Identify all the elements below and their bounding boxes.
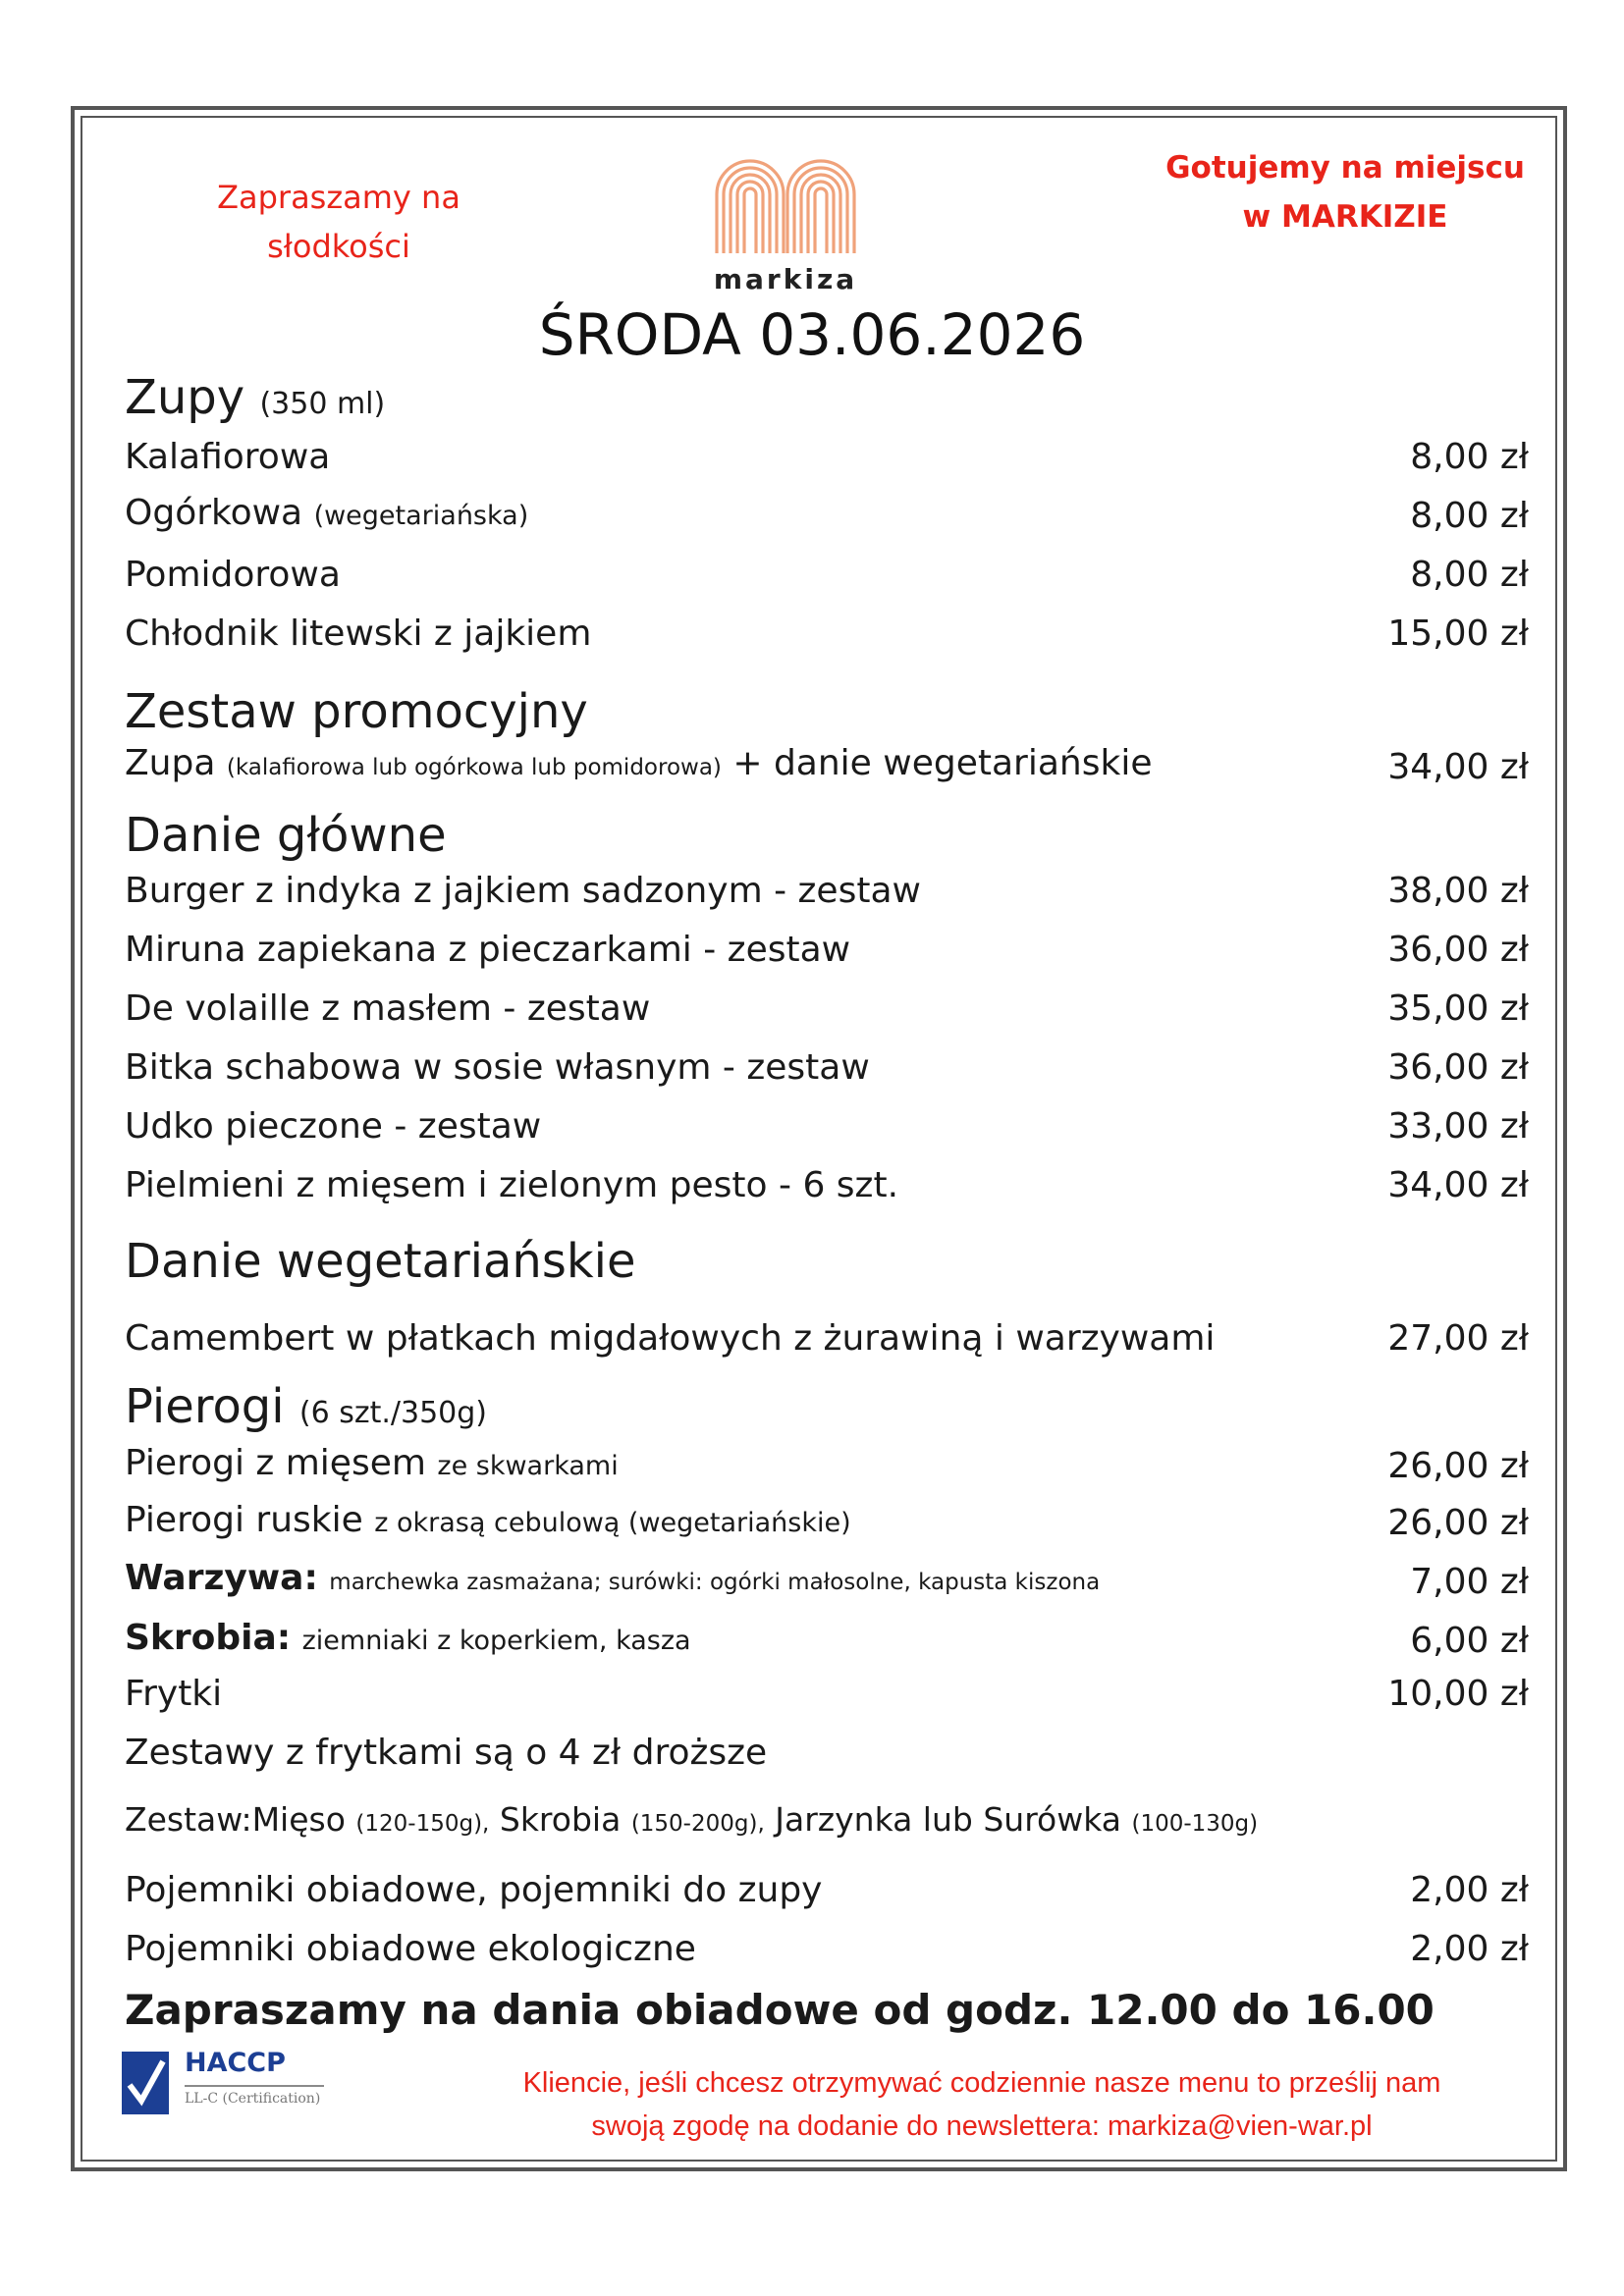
promo-heading: Zestaw promocyjny <box>125 684 588 739</box>
logo-text: markiza <box>713 263 858 295</box>
menu-item <box>125 1558 1529 1610</box>
menu-item <box>125 1317 1529 1366</box>
pierogi-heading <box>125 1378 487 1442</box>
sweets-invitation <box>196 173 481 271</box>
menu-item <box>125 929 1529 978</box>
item-price: 15,00 zł <box>1387 614 1529 654</box>
set-info-part3: Jarzynka lub Surówka <box>775 1800 1121 1839</box>
item-name: Camembert w płatkach migdałowych z żurawiną i warzywami <box>125 1318 1216 1359</box>
item-name-wrapper <box>125 1617 691 1663</box>
starch-label: Skrobia: <box>125 1618 292 1658</box>
item-name: Chłodnik litewski z jajkiem <box>125 614 592 654</box>
set-info-part1-note: (120-150g), <box>355 1811 490 1837</box>
item-price: 2,00 zł <box>1410 1870 1529 1910</box>
item-price: 2,00 zł <box>1410 1929 1529 1969</box>
pierogi-title: Pierogi <box>125 1379 285 1434</box>
item-name: Zupa <box>125 743 216 783</box>
menu-item <box>125 1620 1529 1669</box>
menu-item <box>125 1928 1529 1977</box>
item-price: 8,00 zł <box>1410 555 1529 595</box>
item-detail: marchewka zasmażana; surówki: ogórki małosolne, kapusta kiszona <box>329 1570 1101 1595</box>
item-price: 10,00 zł <box>1387 1674 1529 1714</box>
item-detail: (kalafiorowa lub ogórkowa lub pomidorowa) <box>226 755 722 780</box>
item-price: 36,00 zł <box>1387 1047 1529 1088</box>
soups-heading <box>125 369 385 433</box>
item-detail: z okrasą cebulową (wegetariańskie) <box>374 1508 851 1538</box>
item-price: 26,00 zł <box>1387 1446 1529 1486</box>
item-price: 34,00 zł <box>1387 747 1529 787</box>
item-price: 38,00 zł <box>1387 871 1529 911</box>
item-detail: (wegetariańska) <box>313 501 529 531</box>
menu-item <box>125 613 1529 662</box>
item-name: Udko pieczone - zestaw <box>125 1106 542 1147</box>
sweets-invitation-line2: słodkości <box>267 228 410 265</box>
menu-item <box>125 1164 1529 1213</box>
item-name: Ogórkowa <box>125 493 303 533</box>
set-info-part2: Skrobia <box>499 1800 622 1839</box>
newsletter-line1: Kliencie, jeśli chcesz otrzymywać codziennie nasze menu to prześlij nam <box>522 2067 1441 2099</box>
soups-title: Zupy <box>125 370 245 425</box>
menu-item <box>125 1046 1529 1095</box>
item-name: Pojemniki obiadowe ekologiczne <box>125 1929 696 1969</box>
mains-heading: Danie główne <box>125 808 447 863</box>
item-name: Bitka schabowa w sosie własnym - zestaw <box>125 1047 870 1088</box>
menu-item <box>125 436 1529 485</box>
item-price: 6,00 zł <box>1410 1621 1529 1661</box>
vegetables-label: Warzywa: <box>125 1558 318 1598</box>
item-name-wrapper <box>125 1499 851 1545</box>
item-price: 34,00 zł <box>1387 1165 1529 1205</box>
menu-item <box>125 495 1529 544</box>
item-name: Pierogi ruskie <box>125 1500 363 1540</box>
item-price: 7,00 zł <box>1410 1562 1529 1602</box>
menu-item <box>125 1869 1529 1918</box>
item-price: 36,00 zł <box>1387 930 1529 970</box>
fries-note-row <box>125 1732 1529 1781</box>
item-name: De volaille z masłem - zestaw <box>125 988 651 1029</box>
item-suffix: + danie wegetariańskie <box>732 743 1153 783</box>
cooking-note-line1: Gotujemy na miejscu <box>1165 150 1525 186</box>
soups-note: (350 ml) <box>259 387 386 421</box>
item-price: 26,00 zł <box>1387 1503 1529 1543</box>
markiza-logo-icon <box>713 155 858 257</box>
item-name: Miruna zapiekana z pieczarkami - zestaw <box>125 930 851 970</box>
item-detail: ze skwarkami <box>437 1451 619 1481</box>
item-price: 33,00 zł <box>1387 1106 1529 1147</box>
menu-item <box>125 1105 1529 1154</box>
haccp-subtitle: LL-C (Certification) <box>185 2091 321 2107</box>
markiza-logo <box>707 155 864 296</box>
item-name-wrapper <box>125 492 528 538</box>
item-price: 35,00 zł <box>1387 988 1529 1029</box>
vegetarian-heading: Danie wegetariańskie <box>125 1234 636 1289</box>
set-info <box>125 1798 1258 1845</box>
item-price: 27,00 zł <box>1387 1318 1529 1359</box>
menu-item <box>125 1445 1529 1494</box>
lunch-hours: Zapraszamy na dania obiadowe od godz. 12.00 do 16.00 <box>125 1986 1435 2034</box>
item-price: 8,00 zł <box>1410 437 1529 477</box>
item-name: Kalafiorowa <box>125 437 331 477</box>
item-price: 8,00 zł <box>1410 496 1529 536</box>
newsletter-note <box>432 2061 1532 2148</box>
item-name: Burger z indyka z jajkiem sadzonym - zestaw <box>125 871 921 911</box>
menu-item <box>125 554 1529 603</box>
item-name: Pomidorowa <box>125 555 341 595</box>
haccp-divider <box>185 2085 324 2087</box>
set-info-part1: Zestaw:Mięso <box>125 1800 346 1839</box>
set-info-row <box>125 1802 1529 1851</box>
set-info-part3-note: (100-130g) <box>1131 1811 1259 1837</box>
item-name: Pojemniki obiadowe, pojemniki do zupy <box>125 1870 823 1910</box>
item-name-wrapper <box>125 1557 1100 1604</box>
haccp-title: HACCP <box>185 2048 286 2078</box>
menu-item <box>125 1502 1529 1551</box>
item-name: Frytki <box>125 1674 223 1714</box>
menu-item <box>125 870 1529 919</box>
fries-note: Zestawy z frytkami są o 4 zł droższe <box>125 1733 768 1773</box>
newsletter-line2: swoją zgodę na dodanie do newslettera: markiza@vien-war.pl <box>591 2110 1373 2142</box>
promo-item-wrapper <box>125 742 1152 789</box>
cooking-note <box>1149 143 1542 241</box>
cooking-note-line2: w MARKIZIE <box>1242 199 1448 235</box>
set-info-part2-note: (150-200g), <box>630 1811 765 1837</box>
haccp-check-icon <box>122 2052 169 2114</box>
item-name: Pielmieni z mięsem i zielonym pesto - 6 szt. <box>125 1165 899 1205</box>
haccp-badge <box>122 2048 324 2118</box>
menu-date-title: ŚRODA 03.06.2026 <box>538 301 1086 368</box>
menu-item <box>125 743 1529 795</box>
item-name-wrapper <box>125 1442 619 1488</box>
menu-item <box>125 1673 1529 1722</box>
item-detail: ziemniaki z koperkiem, kasza <box>301 1626 691 1656</box>
pierogi-note: (6 szt./350g) <box>298 1396 487 1430</box>
menu-item <box>125 988 1529 1037</box>
item-name: Pierogi z mięsem <box>125 1443 426 1483</box>
sweets-invitation-line1: Zapraszamy na <box>217 179 460 216</box>
